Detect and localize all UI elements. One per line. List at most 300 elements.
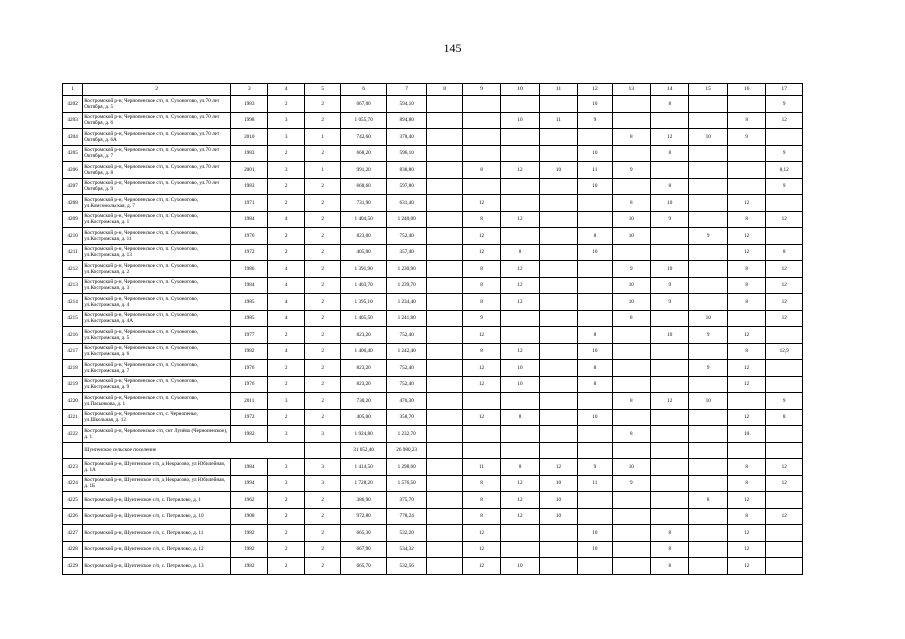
value-cell: 12,9 <box>766 343 803 360</box>
value-cell: 1 405,50 <box>341 310 387 327</box>
value-cell <box>766 541 803 558</box>
value-cell: 9 <box>651 277 689 294</box>
value-cell: 8 <box>501 244 539 261</box>
value-cell: 1985 <box>231 294 268 311</box>
value-cell: 3 <box>268 475 304 492</box>
value-cell: 8 <box>727 211 765 228</box>
value-cell: 12 <box>501 492 539 509</box>
value-cell: 1983 <box>231 145 268 162</box>
value-cell: 4 <box>268 343 304 360</box>
value-cell: 12 <box>462 541 500 558</box>
table-row <box>63 393 803 410</box>
value-cell <box>539 261 577 278</box>
value-cell: 357,40 <box>386 244 426 261</box>
value-cell: 1982 <box>231 558 268 575</box>
address-cell: Костромской р-н, Чернопенское с/п, п. Сухоногово, ул.Комсомольская, д. 7 <box>83 195 231 212</box>
value-cell <box>689 409 727 426</box>
value-cell <box>539 426 577 443</box>
value-cell: 2 <box>304 244 340 261</box>
value-cell: 12 <box>766 112 803 129</box>
value-cell <box>612 145 650 162</box>
value-cell <box>427 376 462 393</box>
value-cell: 12 <box>462 376 500 393</box>
value-cell: 10 <box>651 261 689 278</box>
value-cell: 1998 <box>231 112 268 129</box>
value-cell: 1 242,40 <box>386 343 426 360</box>
value-cell: 8 <box>612 426 650 443</box>
value-cell: 1 241,80 <box>386 310 426 327</box>
value-cell: 12 <box>462 327 500 344</box>
value-cell: 8 <box>612 393 650 410</box>
value-cell <box>427 426 462 443</box>
value-cell: 2 <box>304 294 340 311</box>
value-cell: 2 <box>268 96 304 113</box>
value-cell <box>689 426 727 443</box>
value-cell: 823,00 <box>341 228 387 245</box>
value-cell <box>651 459 689 476</box>
empty-cell <box>612 442 650 459</box>
value-cell: 8 <box>612 129 650 146</box>
value-cell <box>651 426 689 443</box>
row-number-cell: 4226 <box>63 508 83 525</box>
value-cell: 665,70 <box>341 558 387 575</box>
value-cell: 10 <box>727 426 765 443</box>
table-row <box>63 360 803 377</box>
value-cell <box>612 525 650 542</box>
value-cell: 1 406,40 <box>341 343 387 360</box>
value-cell <box>462 129 500 146</box>
row-number-cell: 4221 <box>63 409 83 426</box>
value-cell: 470,30 <box>386 393 426 410</box>
value-cell: 9 <box>766 145 803 162</box>
value-cell: 10 <box>539 508 577 525</box>
value-cell: 1962 <box>231 492 268 509</box>
value-cell <box>578 195 612 212</box>
value-cell: 1982 <box>231 525 268 542</box>
value-cell <box>539 541 577 558</box>
value-cell: 532,56 <box>386 558 426 575</box>
value-cell: 1976 <box>231 228 268 245</box>
value-cell: 2 <box>304 310 340 327</box>
empty-cell <box>766 442 803 459</box>
address-cell: Костромской р-н, Шунгенское с/п, с. Петрилово, д. 12 <box>83 541 231 558</box>
value-cell: 8 <box>727 277 765 294</box>
value-cell: 8 <box>462 343 500 360</box>
value-cell <box>612 360 650 377</box>
value-cell: 2 <box>268 492 304 509</box>
table-row <box>63 178 803 195</box>
value-cell <box>689 475 727 492</box>
value-cell: 2 <box>304 277 340 294</box>
table-row <box>63 541 803 558</box>
value-cell <box>578 508 612 525</box>
column-number-cell: 17 <box>766 84 803 96</box>
value-cell <box>427 129 462 146</box>
value-cell: 10 <box>612 277 650 294</box>
value-cell: 731,90 <box>341 195 387 212</box>
value-cell <box>651 492 689 509</box>
value-cell: 12 <box>462 409 500 426</box>
value-cell: 12 <box>462 558 500 575</box>
value-cell: 4 <box>268 211 304 228</box>
value-cell: 2 <box>268 508 304 525</box>
value-cell <box>766 327 803 344</box>
value-cell: 2 <box>304 558 340 575</box>
value-cell <box>427 277 462 294</box>
value-cell: 8 <box>462 211 500 228</box>
address-cell: Костромской р-н, Шунгенское с/п, д Некрасово, ул Юбилейная, д. 1Б <box>83 475 231 492</box>
row-number-cell: 4218 <box>63 360 83 377</box>
row-number-cell: 4211 <box>63 244 83 261</box>
value-cell: 1985 <box>231 310 268 327</box>
value-cell: 1 924,80 <box>341 426 387 443</box>
row-number-cell: 4213 <box>63 277 83 294</box>
value-cell: 12 <box>501 277 539 294</box>
value-cell: 2 <box>304 327 340 344</box>
value-cell: 10 <box>501 558 539 575</box>
value-cell: 8 <box>766 409 803 426</box>
value-cell <box>578 294 612 311</box>
value-cell <box>727 145 765 162</box>
value-cell: 2 <box>304 541 340 558</box>
empty-cell <box>63 442 83 459</box>
value-cell: 8 <box>462 475 500 492</box>
value-cell: 8 <box>462 492 500 509</box>
value-cell: 12 <box>501 162 539 179</box>
value-cell: 2 <box>268 525 304 542</box>
value-cell: 8 <box>727 343 765 360</box>
value-cell: 1971 <box>231 195 268 212</box>
value-cell: 12 <box>766 294 803 311</box>
value-cell: 1 239,70 <box>386 277 426 294</box>
value-cell <box>651 244 689 261</box>
column-number-cell: 4 <box>268 84 304 96</box>
value-cell: 1994 <box>231 475 268 492</box>
value-cell: 1986 <box>231 261 268 278</box>
value-cell <box>427 310 462 327</box>
value-cell: 2 <box>304 492 340 509</box>
value-cell: 9 <box>689 360 727 377</box>
value-cell <box>689 459 727 476</box>
value-cell: 9 <box>651 211 689 228</box>
value-cell: 3 <box>304 426 340 443</box>
address-cell: Костромской р-н, Чернопенское с/п, п. Сухоногово, ул.Костромская, д. 7 <box>83 360 231 377</box>
row-number-cell: 4227 <box>63 525 83 542</box>
value-cell <box>539 228 577 245</box>
value-cell: 1 234,40 <box>386 294 426 311</box>
value-cell: 1983 <box>231 96 268 113</box>
value-cell: 8 <box>578 376 612 393</box>
value-cell <box>578 426 612 443</box>
value-cell <box>689 211 727 228</box>
value-cell: 8 <box>462 277 500 294</box>
value-cell <box>651 162 689 179</box>
value-cell <box>427 393 462 410</box>
value-cell: 991,20 <box>341 162 387 179</box>
value-cell: 2 <box>304 96 340 113</box>
value-cell: 2 <box>268 327 304 344</box>
empty-cell <box>651 442 689 459</box>
value-cell: 667,00 <box>341 96 387 113</box>
value-cell <box>427 558 462 575</box>
value-cell: 1983 <box>231 178 268 195</box>
column-number-cell: 5 <box>304 84 340 96</box>
column-number-cell: 9 <box>462 84 500 96</box>
table-row <box>63 327 803 344</box>
empty-cell <box>578 442 612 459</box>
empty-cell <box>427 442 462 459</box>
value-cell <box>427 459 462 476</box>
value-cell <box>427 228 462 245</box>
value-cell: 2 <box>304 228 340 245</box>
value-cell <box>462 178 500 195</box>
value-cell: 2 <box>268 409 304 426</box>
value-cell: 4 <box>268 310 304 327</box>
value-cell: 10 <box>612 228 650 245</box>
value-cell: 12 <box>727 228 765 245</box>
value-cell: 10 <box>689 393 727 410</box>
value-cell <box>578 393 612 410</box>
value-cell <box>612 541 650 558</box>
row-number-cell: 4214 <box>63 294 83 311</box>
table-row <box>63 129 803 146</box>
value-cell: 1 055,70 <box>341 112 387 129</box>
value-cell: 1984 <box>231 211 268 228</box>
value-cell <box>651 310 689 327</box>
row-number-cell: 4207 <box>63 178 83 195</box>
address-cell: Костромской р-н, Чернопенское с/п, п. Сухоногово, ул.Костромская, д. 4А <box>83 310 231 327</box>
value-cell: 12 <box>766 261 803 278</box>
value-cell: 12 <box>462 244 500 261</box>
value-cell: 8 <box>501 409 539 426</box>
value-cell <box>539 195 577 212</box>
value-cell: 10 <box>539 162 577 179</box>
value-cell: 378,40 <box>386 129 426 146</box>
column-number-cell: 3 <box>231 84 268 96</box>
value-cell <box>651 475 689 492</box>
value-cell: 1 576,50 <box>386 475 426 492</box>
value-cell: 4 <box>268 294 304 311</box>
address-cell: Костромской р-н, Шунгенское с/п, с. Петрилово, д. 11 <box>83 525 231 542</box>
row-number-cell: 4209 <box>63 211 83 228</box>
value-cell: 1982 <box>231 343 268 360</box>
value-cell <box>539 525 577 542</box>
value-cell: 8 <box>651 96 689 113</box>
empty-cell <box>539 442 577 459</box>
row-number-cell: 4220 <box>63 393 83 410</box>
value-cell: 9 <box>578 459 612 476</box>
table-row <box>63 409 803 426</box>
column-number-cell: 11 <box>539 84 577 96</box>
value-cell: 1976 <box>231 376 268 393</box>
row-number-cell: 4217 <box>63 343 83 360</box>
address-cell: Костромской р-н, Чернопенское с/п, п. Сухоногово, ул.70 лет Октября, д. 9 <box>83 178 231 195</box>
value-cell: 12 <box>539 459 577 476</box>
value-cell <box>539 376 577 393</box>
value-cell: 1 403,70 <box>341 277 387 294</box>
value-cell <box>539 327 577 344</box>
value-cell <box>727 393 765 410</box>
value-cell: 9 <box>766 96 803 113</box>
table-row <box>63 112 803 129</box>
value-cell: 9 <box>612 261 650 278</box>
value-cell: 2 <box>268 376 304 393</box>
value-cell <box>578 261 612 278</box>
value-cell <box>539 343 577 360</box>
value-cell <box>462 145 500 162</box>
value-cell <box>766 525 803 542</box>
value-cell: 8,12 <box>766 162 803 179</box>
row-number-cell: 4208 <box>63 195 83 212</box>
table-row <box>63 475 803 492</box>
value-cell: 668,60 <box>341 178 387 195</box>
column-number-cell: 13 <box>612 84 650 96</box>
value-cell: 11 <box>578 162 612 179</box>
value-cell: 358,70 <box>386 409 426 426</box>
table-row <box>63 162 803 179</box>
value-cell: 2 <box>304 343 340 360</box>
column-number-cell: 6 <box>341 84 387 96</box>
row-number-cell: 4206 <box>63 162 83 179</box>
empty-cell <box>462 442 500 459</box>
value-cell: 2 <box>304 211 340 228</box>
value-cell: 1 391,90 <box>341 261 387 278</box>
value-cell: 1 <box>304 129 340 146</box>
value-cell <box>539 409 577 426</box>
empty-cell <box>727 442 765 459</box>
value-cell <box>427 244 462 261</box>
row-number-cell: 4212 <box>63 261 83 278</box>
address-cell: Костромской р-н, Шунгенское с/п, с. Петрилово, д. 10 <box>83 508 231 525</box>
value-cell <box>539 558 577 575</box>
value-cell <box>689 96 727 113</box>
value-cell: 1 232,70 <box>386 426 426 443</box>
value-cell <box>651 343 689 360</box>
value-cell <box>501 195 539 212</box>
value-cell: 8 <box>651 525 689 542</box>
value-cell: 838,80 <box>386 162 426 179</box>
value-cell: 10 <box>612 459 650 476</box>
value-cell: 3 <box>304 459 340 476</box>
value-cell <box>501 228 539 245</box>
value-cell <box>462 426 500 443</box>
value-cell <box>427 145 462 162</box>
value-cell: 8 <box>501 459 539 476</box>
value-cell: 4 <box>268 277 304 294</box>
settlement-name-cell: Шунгенское сельское поселение <box>83 442 305 459</box>
value-cell <box>578 211 612 228</box>
table-row <box>63 558 803 575</box>
row-number-cell: 4228 <box>63 541 83 558</box>
value-cell <box>727 96 765 113</box>
value-cell: 8 <box>727 261 765 278</box>
value-cell: 12 <box>766 475 803 492</box>
value-cell: 12 <box>501 211 539 228</box>
address-cell: Костромской р-н, Чернопенское с/п, п. Сухоногово, ул.Костромская, д. 13 <box>83 244 231 261</box>
table-row <box>63 96 803 113</box>
table-row <box>63 195 803 212</box>
value-cell: 2 <box>268 558 304 575</box>
value-cell <box>427 541 462 558</box>
value-cell: 12 <box>462 195 500 212</box>
column-number-cell: 1 <box>63 84 83 96</box>
row-number-cell: 4203 <box>63 112 83 129</box>
value-cell: 10 <box>578 96 612 113</box>
value-cell <box>578 310 612 327</box>
value-cell: 2001 <box>231 162 268 179</box>
value-cell: 12 <box>727 195 765 212</box>
value-cell <box>651 112 689 129</box>
value-cell <box>539 96 577 113</box>
value-cell: 665,30 <box>341 525 387 542</box>
value-cell: 1982 <box>231 426 268 443</box>
value-cell <box>612 112 650 129</box>
row-number-cell: 4224 <box>63 475 83 492</box>
table-row <box>63 343 803 360</box>
value-cell: 1 240,00 <box>386 211 426 228</box>
value-cell: 823,20 <box>341 327 387 344</box>
value-cell <box>427 96 462 113</box>
value-cell: 10 <box>501 376 539 393</box>
value-cell: 596,10 <box>386 145 426 162</box>
value-cell: 10 <box>651 327 689 344</box>
table-row <box>63 525 803 542</box>
value-cell: 12 <box>501 294 539 311</box>
value-cell: 12 <box>651 129 689 146</box>
value-cell: 9 <box>727 129 765 146</box>
value-cell <box>427 294 462 311</box>
value-cell: 11 <box>578 475 612 492</box>
value-cell: 2 <box>268 228 304 245</box>
value-cell: 2 <box>304 393 340 410</box>
table-row <box>63 294 803 311</box>
value-cell: 1 414,50 <box>341 459 387 476</box>
column-number-cell: 16 <box>727 84 765 96</box>
value-cell <box>539 393 577 410</box>
value-cell: 12 <box>766 459 803 476</box>
value-cell: 1 395,10 <box>341 294 387 311</box>
value-cell: 3 <box>304 475 340 492</box>
empty-cell <box>304 442 340 459</box>
value-cell: 11 <box>539 112 577 129</box>
value-cell: 12 <box>766 211 803 228</box>
value-cell: 10 <box>578 343 612 360</box>
value-cell: 2 <box>268 244 304 261</box>
value-cell: 972,80 <box>341 508 387 525</box>
page-number: 145 <box>443 41 462 55</box>
value-cell: 8 <box>578 360 612 377</box>
value-cell: 8 <box>651 541 689 558</box>
value-cell: 4 <box>268 261 304 278</box>
value-cell: 823,20 <box>341 376 387 393</box>
value-cell <box>612 327 650 344</box>
value-cell <box>689 261 727 278</box>
value-cell: 10 <box>612 211 650 228</box>
address-cell: Костромской р-н, Чернопенское с/п, п. Сухоногово, ул.Костромская, д. 3 <box>83 277 231 294</box>
value-cell: 10 <box>539 475 577 492</box>
value-cell <box>427 409 462 426</box>
value-cell: 12 <box>766 508 803 525</box>
value-cell <box>539 294 577 311</box>
value-cell: 12 <box>501 508 539 525</box>
value-cell <box>539 310 577 327</box>
value-cell <box>651 508 689 525</box>
value-cell <box>612 558 650 575</box>
empty-cell <box>689 442 727 459</box>
value-cell: 386,90 <box>341 492 387 509</box>
value-cell <box>427 327 462 344</box>
value-cell: 2 <box>268 195 304 212</box>
